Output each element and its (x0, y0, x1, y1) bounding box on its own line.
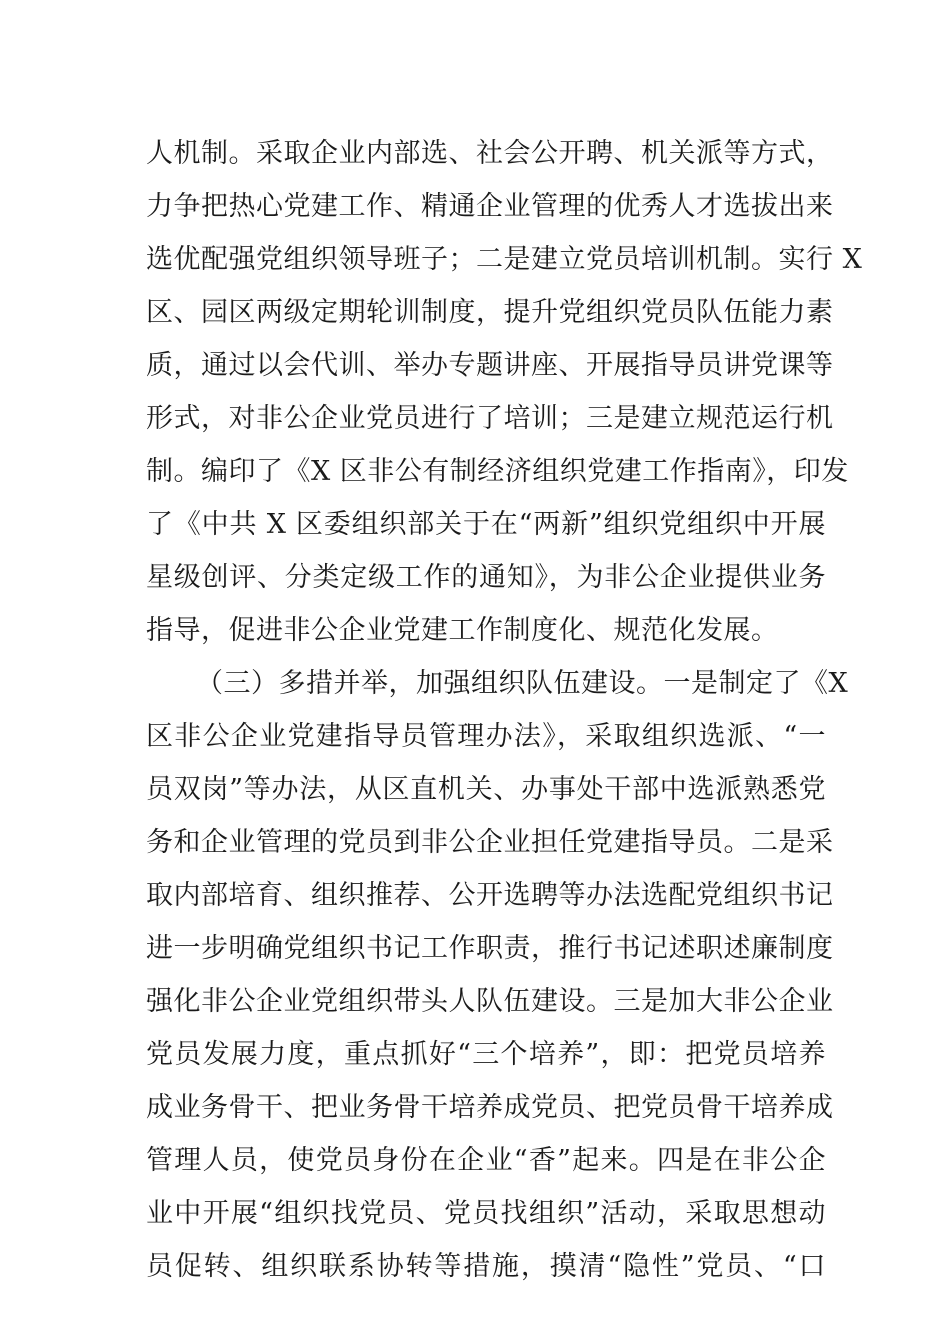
text-line: 选优配强党组织领导班子；二是建立党员培训机制。实行 X (146, 244, 863, 275)
text-line: 取内部培育、组织推荐、公开选聘等办法选配党组织书记 (146, 880, 834, 911)
text-line: 质，通过以会代训、举办专题讲座、开展指导员讲党课等 (146, 350, 834, 381)
text-line: 星级创评、分类定级工作的通知》，为非公企业提供业务 (146, 562, 826, 593)
document-body (146, 127, 863, 1293)
text-line: 成业务骨干、把业务骨干培养成党员、把党员骨干培养成 (146, 1092, 834, 1123)
text-line: 进一步明确党组织书记工作职责，推行书记述职述廉制度 (146, 933, 834, 964)
text-line: 管理人员，使党员身份在企业“香”起来。四是在非公企 (146, 1145, 826, 1176)
text-line: （三）多措并举，加强组织队伍建设。一是制定了《X (196, 668, 849, 699)
text-line: 区、园区两级定期轮训制度，提升党组织党员队伍能力素 (146, 297, 834, 328)
paragraph-1 (146, 127, 863, 657)
text-line: 务和企业管理的党员到非公企业担任党建指导员。二是采 (146, 827, 834, 858)
text-line: 强化非公企业党组织带头人队伍建设。三是加大非公企业 (146, 986, 834, 1017)
text-line: 指导，促进非公企业党建工作制度化、规范化发展。 (146, 615, 779, 646)
text-line: 人机制。采取企业内部选、社会公开聘、机关派等方式， (146, 138, 834, 169)
text-line: 制。编印了《X 区非公有制经济组织党建工作指南》，印发 (146, 456, 849, 487)
text-line: 力争把热心党建工作、精通企业管理的优秀人才选拔出来 (146, 191, 834, 222)
text-line: 员促转、组织联系协转等措施，摸清“隐性”党员、“口 (146, 1251, 826, 1282)
text-line: 党员发展力度，重点抓好“三个培养”，即：把党员培养 (146, 1039, 826, 1070)
text-line: 了《中共 X 区委组织部关于在“两新”组织党组织中开展 (146, 509, 826, 540)
text-line: 业中开展“组织找党员、党员找组织”活动，采取思想动 (146, 1198, 826, 1229)
text-line: 员双岗”等办法，从区直机关、办事处干部中选派熟悉党 (146, 774, 826, 805)
text-line: 形式，对非公企业党员进行了培训；三是建立规范运行机 (146, 403, 834, 434)
text-line: 区非公企业党建指导员管理办法》，采取组织选派、“一 (146, 721, 826, 752)
paragraph-2 (146, 657, 849, 1293)
